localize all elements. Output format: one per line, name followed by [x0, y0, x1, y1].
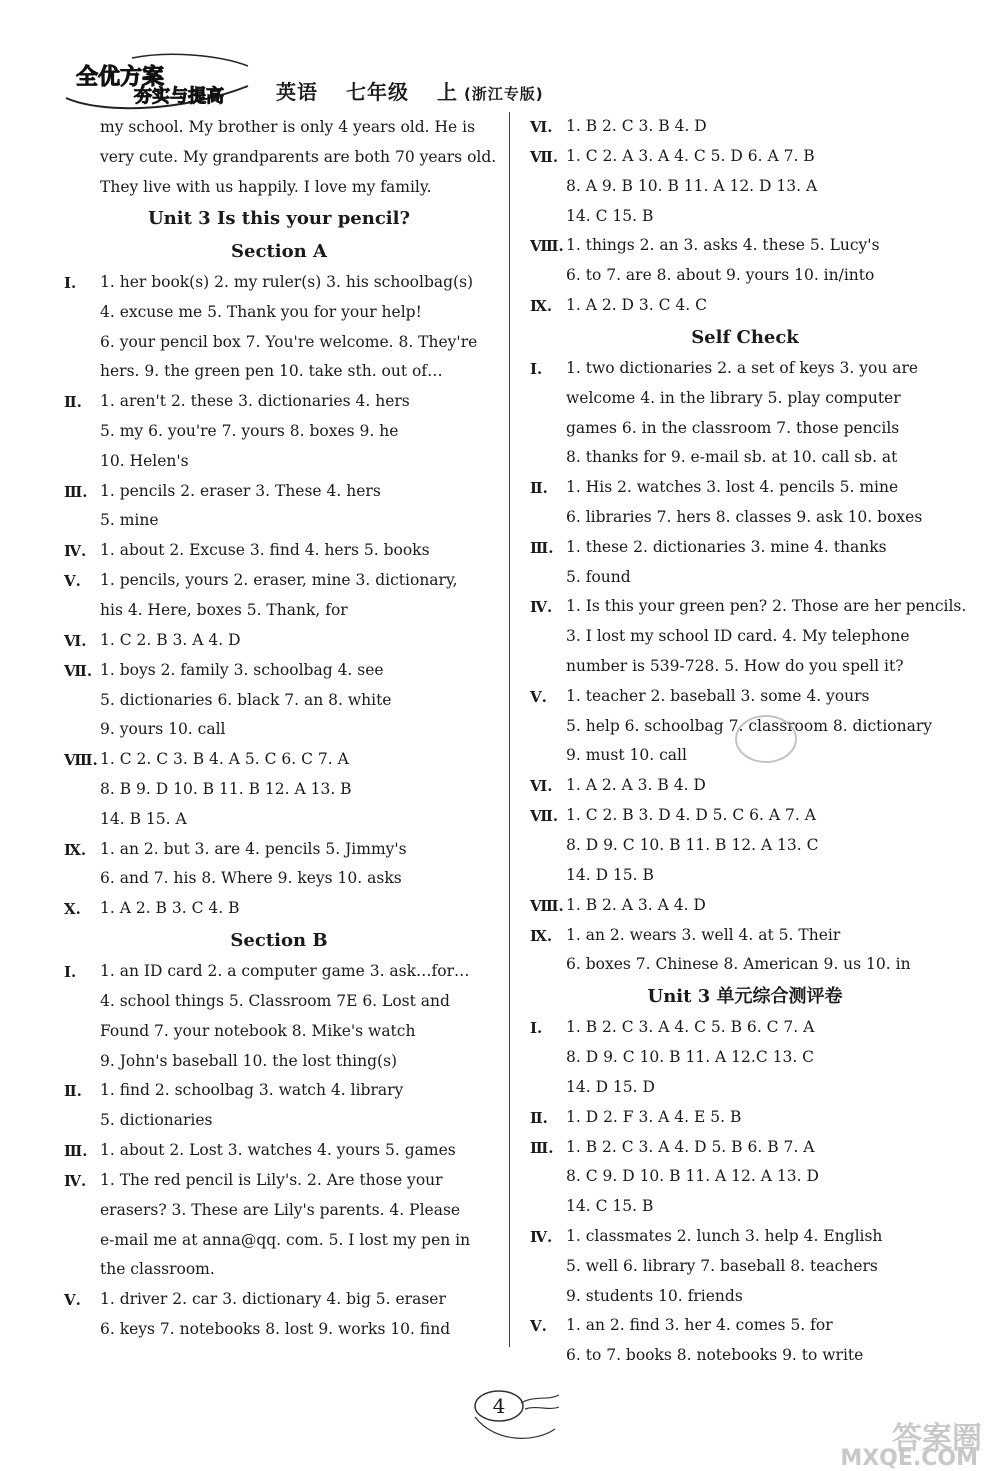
exercise-answers — [566, 771, 960, 801]
exercise-number: Ⅴ. — [530, 687, 547, 706]
logo-main-text: 全优方案 — [76, 65, 165, 90]
unit-test-exercises — [530, 1013, 960, 1371]
answer-line: 1. an 2. wears 3. well 4. at 5. Their — [566, 925, 841, 944]
exercise-item — [64, 1136, 494, 1166]
exercise-number: Ⅱ. — [530, 1108, 548, 1127]
exercise-answers — [100, 626, 494, 656]
answer-line: 5. found — [566, 567, 631, 586]
exercise-number: Ⅴ. — [64, 1291, 81, 1310]
exercise-number: Ⅰ. — [64, 963, 77, 982]
answer-line: 1. two dictionaries 2. a set of keys 3. you are — [566, 358, 919, 377]
unit-test-title: Unit 3 单元综合测评卷 — [647, 986, 843, 1008]
answer-line: 8. D 9. C 10. B 11. B 12. A 13. C — [566, 835, 819, 854]
page-header — [62, 52, 602, 114]
exercise-answers — [566, 473, 960, 533]
grade-label: 七年级 — [345, 80, 409, 104]
exercise-answers — [100, 1076, 494, 1136]
answer-line: 14. C 15. B — [566, 206, 654, 225]
answer-line: 5. well 6. library 7. baseball 8. teachers — [566, 1256, 878, 1275]
exercise-answers — [100, 656, 494, 745]
answer-line: 1. aren't 2. these 3. dictionaries 4. hers — [100, 392, 410, 411]
intro-line: my school. My brother is only 4 years old. He is — [100, 118, 476, 136]
answer-line: 1. an ID card 2. a computer game 3. ask…for… — [100, 962, 470, 981]
exercise-item — [530, 231, 960, 291]
exercise-item — [530, 112, 960, 142]
answer-line: welcome 4. in the library 5. play computer — [566, 388, 901, 407]
exercise-number: Ⅷ. — [530, 237, 564, 256]
exercise-number: Ⅹ. — [64, 900, 81, 919]
series-logo — [62, 52, 252, 114]
answer-line: 1. His 2. watches 3. lost 4. pencils 5. mine — [566, 478, 899, 497]
exercise-answers — [100, 477, 494, 537]
exercise-answers — [566, 142, 960, 231]
left-column — [64, 112, 497, 1345]
answer-line: e-mail me at anna@qq. com. 5. I lost my pen in — [100, 1230, 471, 1249]
exercise-number: Ⅱ. — [64, 393, 82, 412]
book-title — [276, 76, 564, 105]
exercise-number: Ⅲ. — [64, 482, 88, 501]
stamp-mark — [735, 715, 797, 763]
answer-line: hers. 9. the green pen 10. take sth. out of… — [100, 362, 443, 381]
exercise-answers — [566, 592, 966, 681]
exercise-answers — [100, 536, 494, 566]
answer-line: 8. B 9. D 10. B 11. B 12. A 13. B — [100, 779, 352, 798]
exercise-item — [530, 473, 960, 533]
answer-line: 1. these 2. dictionaries 3. mine 4. thanks — [566, 537, 887, 556]
exercise-answers — [100, 1285, 494, 1345]
exercise-answers — [100, 1136, 494, 1166]
answer-line: number is 539-728. 5. How do you spell it? — [566, 656, 904, 675]
answer-line: 6. to 7. books 8. notebooks 9. to write — [566, 1346, 864, 1365]
answer-line: 14. C 15. B — [566, 1197, 654, 1216]
exercise-item — [530, 1222, 960, 1311]
answer-line: 4. excuse me 5. Thank you for your help! — [100, 302, 422, 321]
answer-line: 1. find 2. schoolbag 3. watch 4. library — [100, 1081, 404, 1100]
answer-line: 9. students 10. friends — [566, 1286, 743, 1305]
exercise-answers — [566, 1311, 960, 1371]
exercise-item — [530, 1133, 960, 1222]
answer-line: 14. B 15. A — [100, 809, 187, 828]
answer-line: 4. school things 5. Classroom 7E 6. Lost and — [100, 991, 450, 1010]
answer-line: Found 7. your notebook 8. Mike's watch — [100, 1021, 416, 1040]
exercise-number: Ⅰ. — [530, 359, 543, 378]
exercise-answers — [566, 1133, 960, 1222]
answer-line: the classroom. — [100, 1260, 215, 1279]
answer-line: 8. D 9. C 10. B 11. A 12.C 13. C — [566, 1047, 815, 1066]
answer-line: 6. and 7. his 8. Where 9. keys 10. asks — [100, 869, 402, 888]
self-check-exercises — [530, 354, 967, 980]
exercise-item — [530, 1013, 960, 1102]
exercise-answers — [100, 566, 494, 626]
answer-line: 9. must 10. call — [566, 746, 687, 765]
exercise-item — [64, 536, 494, 566]
exercise-number: Ⅳ. — [64, 542, 87, 561]
answer-line: 1. A 2. D 3. C 4. C — [566, 295, 707, 314]
answer-line: 5. my 6. you're 7. yours 8. boxes 9. he — [100, 421, 399, 440]
exercise-item — [64, 566, 494, 626]
exercise-answers — [566, 1013, 960, 1102]
exercise-number: Ⅵ. — [64, 631, 87, 650]
exercise-number: Ⅸ. — [64, 840, 87, 859]
edition-label: (浙江专版) — [463, 85, 544, 103]
answer-line: 1. B 2. A 3. A 4. D — [566, 895, 706, 914]
answer-line: 1. teacher 2. baseball 3. some 4. yours — [566, 686, 870, 705]
watermark-url: MXQE.COM — [840, 1446, 978, 1471]
answer-line: 1. C 2. A 3. A 4. C 5. D 6. A 7. B — [566, 147, 815, 165]
exercise-number: Ⅶ. — [530, 807, 559, 826]
exercise-item — [530, 771, 960, 801]
exercise-item — [64, 387, 494, 476]
exercise-number: Ⅴ. — [64, 572, 81, 591]
section-b-exercises — [64, 957, 494, 1345]
exercise-number: Ⅳ. — [530, 1227, 553, 1246]
exercise-item — [530, 592, 967, 681]
exercise-number: Ⅷ. — [64, 751, 98, 770]
answer-line: 8. thanks for 9. e-mail sb. at 10. call sb. at — [566, 448, 898, 467]
unit-title: Unit 3 Is this your pencil? — [147, 208, 411, 229]
exercise-answers — [100, 268, 494, 387]
answer-line: 1. D 2. F 3. A 4. E 5. B — [566, 1107, 742, 1126]
exercise-answers — [566, 354, 960, 473]
answer-line: 1. C 2. C 3. B 4. A 5. C 6. C 7. A — [100, 750, 349, 769]
answer-line: 1. C 2. B 3. A 4. D — [100, 630, 241, 649]
exercise-answers — [100, 835, 494, 895]
exercise-answers — [566, 231, 960, 291]
exercise-number: Ⅸ. — [530, 296, 553, 315]
answer-line: 1. pencils 2. eraser 3. These 4. hers — [100, 481, 381, 500]
page-footer — [455, 1385, 565, 1445]
logo-sub-text: 夯实与提高 — [134, 86, 224, 107]
intro-line: very cute. My grandparents are both 70 years old. — [100, 148, 497, 166]
answer-line: 1. A 2. A 3. B 4. D — [566, 776, 706, 795]
answer-line: his 4. Here, boxes 5. Thank, for — [100, 600, 348, 619]
answer-line: 1. about 2. Excuse 3. find 4. hers 5. books — [100, 541, 430, 560]
exercise-answers — [566, 533, 960, 593]
self-check-title: Self Check — [691, 326, 799, 348]
exercise-answers — [100, 894, 494, 924]
answer-line: 8. A 9. B 10. B 11. A 12. D 13. A — [566, 176, 818, 195]
exercise-answers — [566, 801, 960, 890]
exercise-number: Ⅳ. — [530, 598, 553, 617]
intro-line: They live with us happily. I love my family. — [100, 178, 432, 196]
exercise-item — [530, 921, 960, 981]
answer-line: 1. about 2. Lost 3. watches 4. yours 5. games — [100, 1140, 456, 1159]
answer-line: 1. boys 2. family 3. schoolbag 4. see — [100, 660, 384, 679]
exercise-number: Ⅳ. — [64, 1171, 87, 1190]
answer-line: 1. B 2. C 3. B 4. D — [566, 117, 707, 135]
answer-line: games 6. in the classroom 7. those pencils — [566, 418, 900, 437]
exercise-item — [530, 891, 960, 921]
exercise-item — [530, 354, 960, 473]
exercise-number: Ⅱ. — [530, 479, 548, 498]
section-a-exercises — [64, 268, 494, 924]
exercise-answers — [566, 891, 960, 921]
answer-line: 1. classmates 2. lunch 3. help 4. English — [566, 1226, 883, 1245]
exercise-item — [64, 835, 494, 895]
answer-line: erasers? 3. These are Lily's parents. 4. Please — [100, 1200, 461, 1219]
answer-line: 8. C 9. D 10. B 11. A 12. A 13. D — [566, 1167, 819, 1186]
answer-line: 10. Helen's — [100, 451, 189, 470]
answer-line: 6. keys 7. notebooks 8. lost 9. works 10. find — [100, 1319, 451, 1338]
answer-line: 6. to 7. are 8. about 9. yours 10. in/into — [566, 266, 875, 285]
exercise-answers — [100, 745, 494, 834]
exercise-item — [64, 477, 494, 537]
answer-line: 1. pencils, yours 2. eraser, mine 3. dictionary, — [100, 571, 458, 590]
section-a-title: Section A — [231, 241, 327, 262]
exercise-number: Ⅲ. — [64, 1141, 88, 1160]
answer-line: 1. B 2. C 3. A 4. D 5. B 6. B 7. A — [566, 1137, 815, 1156]
exercise-answers — [566, 112, 960, 142]
answer-line: 1. Is this your green pen? 2. Those are her pencils. — [566, 597, 967, 616]
answer-line: 9. John's baseball 10. the lost thing(s) — [100, 1051, 398, 1070]
exercise-item — [530, 1311, 960, 1371]
answer-line: 1. an 2. but 3. are 4. pencils 5. Jimmy's — [100, 839, 407, 858]
answer-line: 1. her book(s) 2. my ruler(s) 3. his schoolbag(s) — [100, 273, 474, 291]
volume-label: 上 — [436, 80, 458, 104]
exercise-number: Ⅵ. — [530, 118, 553, 136]
answer-line: 14. D 15. D — [566, 1077, 655, 1096]
exercise-number: Ⅶ. — [64, 661, 93, 680]
exercise-item — [64, 626, 494, 656]
answer-line: 5. dictionaries — [100, 1111, 213, 1130]
answer-line: 1. driver 2. car 3. dictionary 4. big 5. eraser — [100, 1290, 446, 1309]
page-number: 4 — [492, 1394, 506, 1418]
answer-line: 1. C 2. B 3. D 4. D 5. C 6. A 7. A — [566, 806, 816, 825]
watermark-logo: 答案圈 — [892, 1421, 982, 1456]
exercise-number: Ⅵ. — [530, 777, 553, 796]
exercise-number: Ⅰ. — [530, 1019, 543, 1038]
exercise-item — [64, 656, 494, 745]
exercise-answers — [566, 291, 960, 321]
exercise-item — [64, 745, 494, 834]
exercise-answers — [100, 957, 494, 1076]
exercise-item — [530, 1103, 960, 1133]
answer-line: 5. help 6. schoolbag 7. classroom 8. dictionary — [566, 716, 933, 735]
exercise-number: Ⅱ. — [64, 1082, 82, 1101]
answer-line: 5. dictionaries 6. black 7. an 8. white — [100, 690, 392, 709]
exercise-item — [64, 1076, 494, 1136]
answer-line: 1. B 2. C 3. A 4. C 5. B 6. C 7. A — [566, 1018, 815, 1037]
exercise-number: Ⅰ. — [64, 274, 77, 292]
section-b-title: Section B — [230, 930, 328, 952]
answer-line: 3. I lost my school ID card. 4. My telephone — [566, 627, 910, 646]
answer-line: 1. The red pencil is Lily's. 2. Are those your — [100, 1170, 443, 1189]
exercise-answers — [566, 1222, 960, 1311]
exercise-number: Ⅴ. — [530, 1317, 547, 1336]
exercise-item — [64, 268, 494, 387]
exercise-number: Ⅸ. — [530, 926, 553, 945]
answer-line: 9. yours 10. call — [100, 720, 226, 739]
exercise-number: Ⅷ. — [530, 896, 564, 915]
answer-line: 14. D 15. B — [566, 865, 654, 884]
exercise-item — [530, 801, 960, 890]
exercise-answers — [100, 387, 494, 476]
exercise-item — [530, 533, 960, 593]
exercise-answers — [566, 921, 960, 981]
answer-line: 6. libraries 7. hers 8. classes 9. ask 10. boxes — [566, 507, 923, 526]
exercise-item — [530, 291, 960, 321]
exercise-item — [64, 1285, 494, 1345]
answer-line: 5. mine — [100, 511, 159, 530]
exercise-answers — [100, 1166, 494, 1285]
intro-paragraph — [64, 112, 497, 202]
exercise-item — [64, 957, 494, 1076]
answer-line: 1. an 2. find 3. her 4. comes 5. for — [566, 1316, 833, 1335]
exercise-number: Ⅶ. — [530, 148, 559, 166]
column-divider — [509, 112, 510, 1347]
exercise-item — [530, 142, 960, 231]
answer-line: 6. boxes 7. Chinese 8. American 9. us 10. in — [566, 955, 911, 974]
answer-line: 1. A 2. B 3. C 4. B — [100, 899, 240, 918]
exercise-item — [64, 1166, 494, 1285]
answer-line: 1. things 2. an 3. asks 4. these 5. Lucy's — [566, 236, 880, 255]
exercise-item — [64, 894, 494, 924]
answer-line: 6. your pencil box 7. You're welcome. 8. They're — [100, 332, 478, 351]
exercise-number: Ⅲ. — [530, 1138, 554, 1157]
exercise-answers — [566, 1103, 960, 1133]
subject-label: 英语 — [276, 80, 318, 104]
exercise-number: Ⅲ. — [530, 538, 554, 557]
section-b-continued-exercises — [530, 112, 960, 321]
